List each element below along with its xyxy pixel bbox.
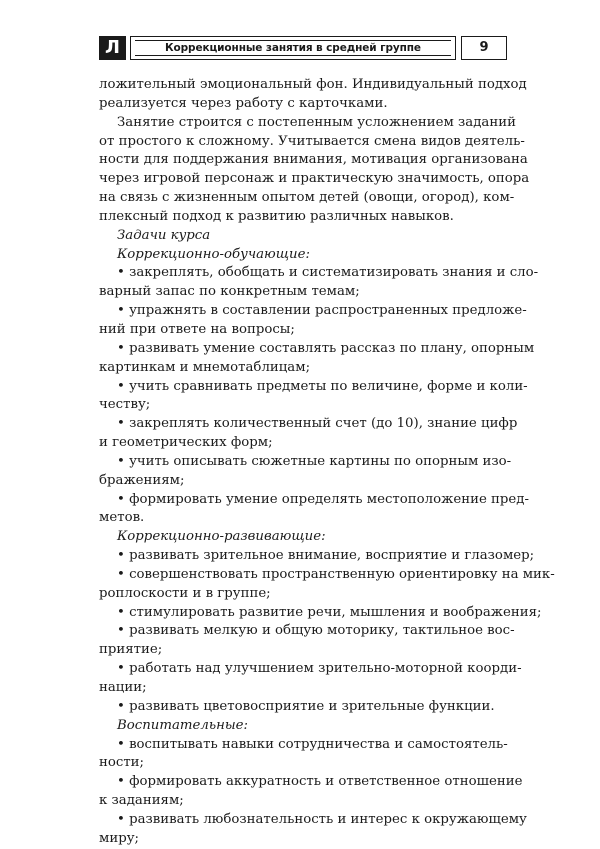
list-item-line: • закреплять количественный счет (до 10), знание цифр [117, 416, 518, 432]
text-line: роплоскости и в группе; [99, 585, 271, 601]
section-heading: Задачи курса [117, 227, 211, 243]
list-item-line: • учить описывать сюжетные картины по опорным изо- [117, 453, 512, 469]
list-item-line: • формировать аккуратность и ответственное отношение [117, 774, 523, 790]
section-heading: Коррекционно-обучающие: [117, 246, 310, 262]
list-item-line: • развивать зрительное внимание, восприятие и глазомер; [117, 548, 535, 564]
section-heading: Воспитательные: [117, 717, 249, 733]
text-line: Занятие строится с постепенным усложнением заданий [117, 114, 516, 130]
text-line: метов. [99, 510, 145, 526]
list-item-line: • развивать мелкую и общую моторику, тактильное вос- [117, 623, 515, 639]
text-line: через игровой персонаж и практическую значимость, опора [99, 171, 530, 187]
running-title: Коррекционные занятия в средней группе [135, 40, 451, 56]
section-heading: Коррекционно-развивающие: [117, 529, 326, 545]
list-item-line: • учить сравнивать предметы по величине, форме и коли- [117, 378, 528, 394]
list-item-line: • стимулировать развитие речи, мышления и воображения; [117, 604, 542, 620]
list-item-line: • совершенствовать пространственную ориентировку на мик- [117, 566, 555, 582]
text-line: на связь с жизненным опытом детей (овощи, огород), ком- [99, 190, 515, 206]
text-line: варный запас по конкретным темам; [99, 284, 360, 300]
list-item-line: • закреплять, обобщать и систематизировать знания и сло- [117, 265, 539, 281]
text-line: нации; [99, 680, 147, 695]
text-line: приятие; [99, 642, 163, 658]
text-line: честву; [99, 397, 151, 413]
text-line: ности для поддержания внимания, мотивация организована [99, 152, 528, 168]
text-line: ности; [99, 755, 145, 771]
chapter-logo: Л [99, 36, 126, 60]
text-line: картинкам и мнемотаблицам; [99, 359, 311, 375]
list-item-line: • развивать цветовосприятие и зрительные функции. [117, 698, 495, 714]
text-line: бражениям; [99, 472, 185, 488]
running-title-box [130, 36, 456, 60]
list-item-line: • воспитывать навыки сотрудничества и самостоятель- [117, 736, 508, 752]
body-text [99, 76, 555, 849]
list-item-line: • развивать умение составлять рассказ по плану, опорным [117, 340, 535, 356]
text-line: миру; [99, 830, 140, 846]
text-line: плексный подход к развитию различных навыков. [99, 208, 454, 224]
list-item-line: • развивать любознательность и интерес к окружающему [117, 811, 527, 827]
text-line: к заданиям; [99, 793, 184, 809]
page-number: 9 [461, 36, 507, 60]
text-line: реализуется через работу с карточками. [99, 95, 388, 111]
list-item-line: • упражнять в составлении распространенных предложе- [117, 303, 527, 319]
text-line: ложительный эмоциональный фон. Индивидуальный подход [99, 77, 527, 92]
list-item-line: • работать над улучшением зрительно-моторной коорди- [117, 661, 522, 677]
text-line: ний при ответе на вопросы; [99, 321, 295, 337]
list-item-line: • формировать умение определять местоположение пред- [117, 491, 529, 507]
running-header [99, 36, 507, 60]
text-line: и геометрических форм; [99, 435, 273, 451]
text-line: от простого к сложному. Учитывается смена видов деятель- [99, 133, 525, 149]
